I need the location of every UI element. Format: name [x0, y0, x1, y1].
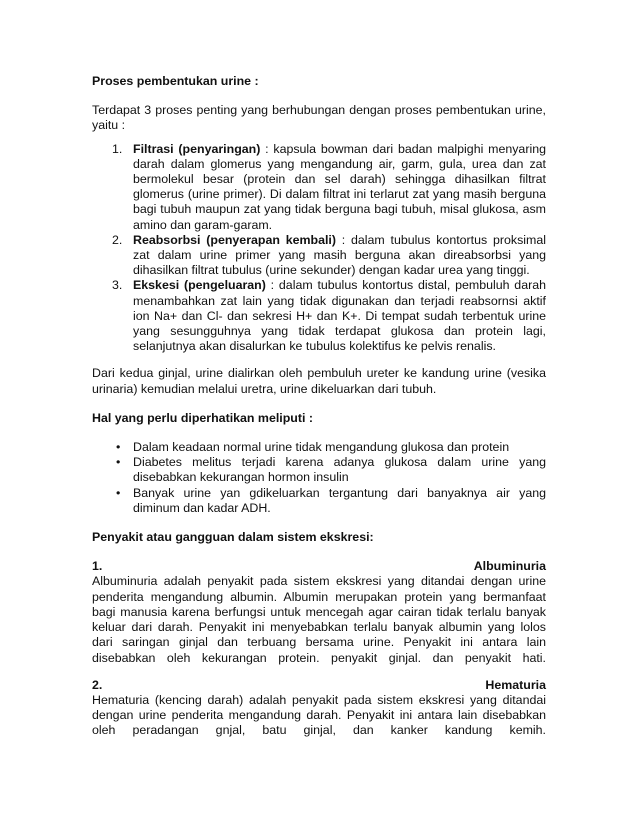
disease-description-hematuria: Hematuria (kencing darah) adalah penyakit pada sistem ekskresi yang ditandai dengan urine penderita mengandung darah. Penyakit ini antara lain disebabkan oleh peradangan gnjal, batu ginjal, dan kanker kandung kemih. [92, 692, 546, 738]
disease-description-albuminuria: Albuminuria adalah penyakit pada sistem ekskresi yang ditandai dengan urine penderita mengandung albumin. Albumin merupakan protein yang bermanfaat bagi manusia karena berfungsi untuk mencegah agar cairan tidak terlalu banyak keluar dari darah. Penyakit ini menyebabkan terlalu banyak albumin yang lolos dari saringan ginjal dan terbuang bersama urine. Penyakit ini antara lain disebabkan oleh kekurangan protein. penyakit ginjal. dan penyakit hati. [92, 574, 546, 665]
process-item-filtrasi [92, 142, 546, 233]
list-item-text: Dalam keadaan normal urine tidak mengandung glukosa dan protein [133, 440, 510, 455]
bullet-icon: • [116, 485, 121, 500]
process-term: Ekskesi (pengeluaran) [133, 278, 266, 293]
section-title-diseases: Penyakit atau gangguan dalam sistem ekskresi: [92, 530, 374, 545]
list-item [92, 455, 546, 485]
process-list [92, 142, 546, 355]
process-description: : kapsula bowman dari badan malpighi menyaring darah dalam glomerus yang mengandung air, garm, gula, urea dan zat bermolekul besar (protein dan sel darah) sehingga dihasilkan filtrat glomerus (urine primer). Di dalam filtrat ini terlarut zat yang masih berguna bagi tubuh maupun zat yang tidak berguna bagi tubuh, misal glukosa, asm amino dan garam-garam. [133, 141, 546, 232]
bullet-icon: • [116, 455, 121, 470]
process-item-reabsorbsi [92, 233, 546, 279]
process-description: : dalam tubulus kontortus distal, pembuluh darah menambahkan zat lain yang tidak digunakan dan terjadi reabsornsi aktif ion Na+ dan Cl- dan sekresi H+ dan K+. Di tempat sudah terbentuk urine yang sesungguhnya yang tidak terdapat glukosa dan protein lagi, selanjutnya akan disalurkan ke tubulus kolektifus ke pelvis renalis. [133, 278, 546, 354]
list-number: 1. [112, 141, 123, 156]
disease-number: 2. [92, 677, 103, 692]
process-item-ekskesi [92, 278, 546, 354]
list-item-text: Diabetes melitus terjadi karena adanya glukosa dalam urine yang disebabkan kekurangan hormon insulin [133, 455, 546, 485]
process-term: Reabsorbsi (penyerapan kembali) [133, 232, 336, 247]
disease-header-hematuria [92, 678, 546, 693]
closing-paragraph: Dari kedua ginjal, urine dialirkan oleh pembuluh ureter ke kandung urine (vesika urinaria) kemudian melalui uretra, urine dikeluarkan dari tubuh. [92, 366, 546, 396]
list-number: 3. [112, 278, 123, 293]
section-title-urine-formation: Proses pembentukan urine : [92, 74, 259, 88]
list-item [92, 440, 546, 455]
intro-paragraph: Terdapat 3 proses penting yang berhubungan dengan proses pembentukan urine, yaitu : [92, 103, 546, 133]
disease-name: Albuminuria [473, 559, 546, 574]
list-number: 2. [112, 232, 123, 247]
list-item [92, 486, 546, 516]
list-item-text: Banyak urine yan gdikeluarkan tergantung dari banyaknya air yang diminum dan kadar ADH. [133, 485, 546, 515]
process-description: : dalam tubulus kontortus proksimal zat dalam urine primer yang masih berguna akan direabsorbsi yang dihasilkan filtrat tubulus (urine sekunder) dengan kadar urea yang tinggi. [133, 232, 546, 278]
process-term: Filtrasi (penyaringan) [133, 141, 261, 156]
disease-header-albuminuria [92, 559, 546, 574]
section-title-notes: Hal yang perlu diperhatikan meliputi : [92, 410, 314, 425]
notes-list [92, 440, 546, 516]
disease-number: 1. [92, 559, 103, 574]
bullet-icon: • [116, 440, 121, 455]
disease-name: Hematuria [485, 677, 546, 692]
